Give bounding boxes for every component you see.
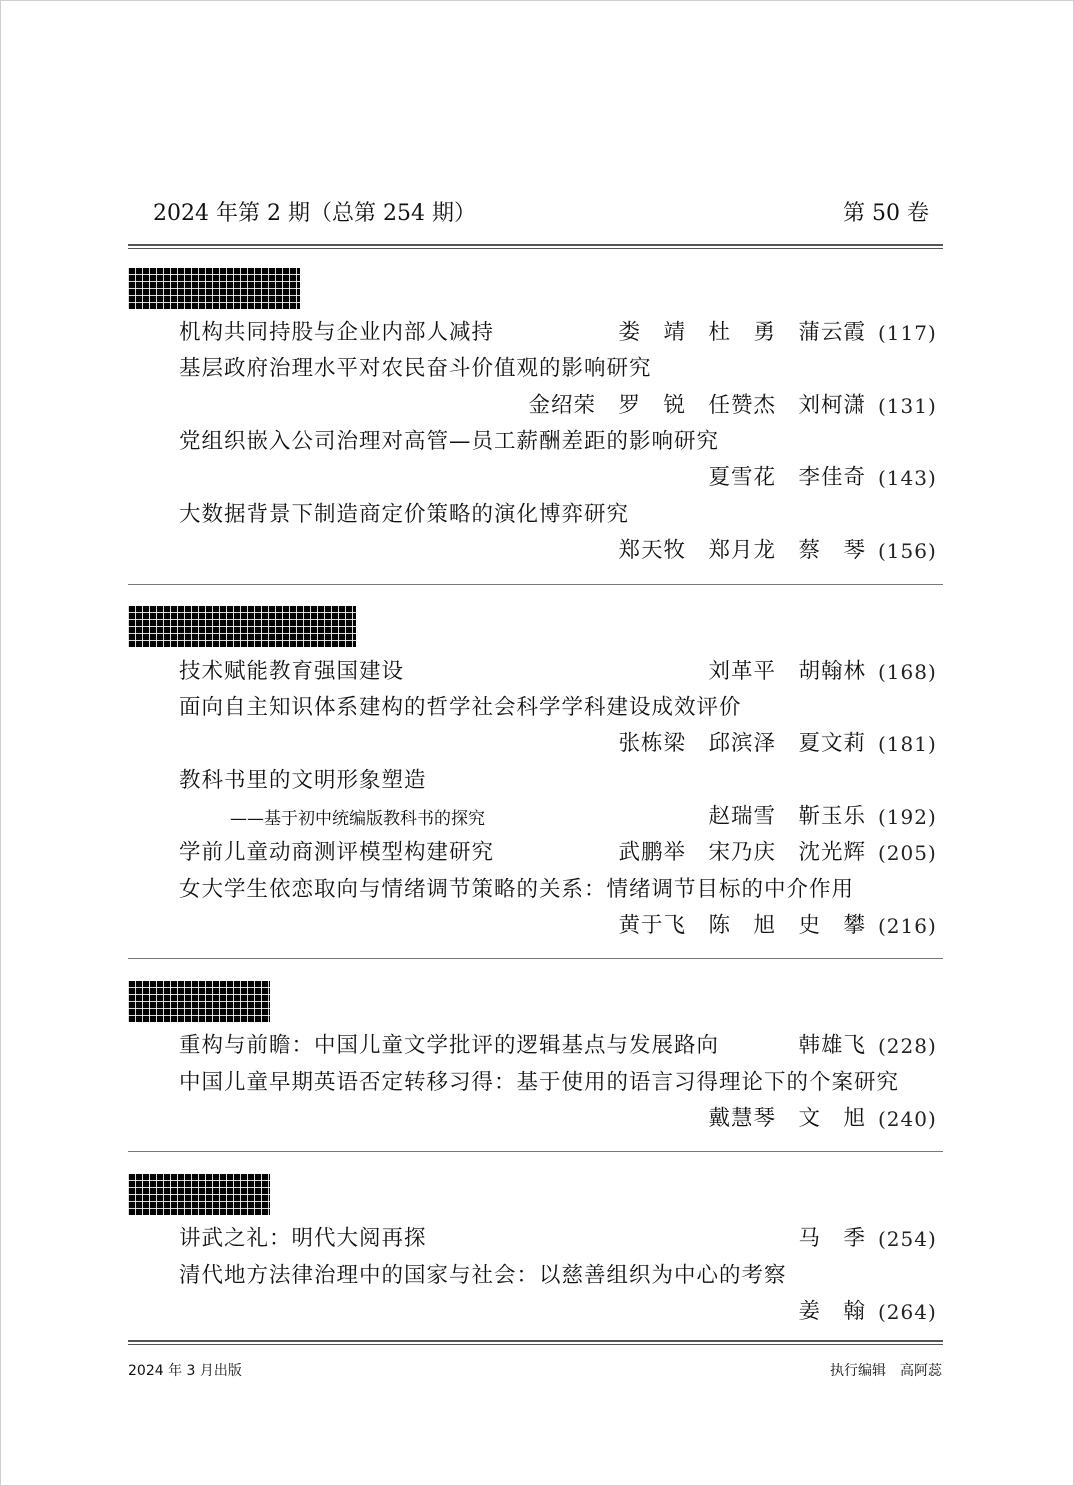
section-label-literature (128, 981, 270, 1022)
article-title: 技术赋能教育强国建设 (179, 659, 405, 684)
issue-header (153, 196, 929, 226)
article-authors: 张栋梁 邱滨泽 夏文莉 (618, 731, 866, 756)
section-divider (128, 958, 943, 959)
article-authors: 姜 翰 (798, 1299, 866, 1324)
article-authors: 夏雪花 李佳奇 (708, 465, 866, 490)
article-page: (156) (878, 539, 937, 563)
volume-number: 第 50 卷 (843, 200, 929, 226)
executive-editor: 执行编辑 高阿蕊 (830, 1363, 942, 1379)
issue-number: 2024 年第 2 期（总第 254 期） (153, 200, 476, 226)
article-page: (143) (878, 466, 937, 490)
article-authors: 娄 靖 杜 勇 蒲云霞 (618, 320, 866, 345)
article-title: 重构与前瞻：中国儿童文学批评的逻辑基点与发展路向 (179, 1033, 720, 1058)
article-subtitle: ——基于初中统编版教科书的探究 (230, 809, 485, 829)
section-divider (128, 1151, 943, 1152)
article-page: (168) (878, 660, 937, 684)
article-authors: 郑天牧 郑月龙 蔡 琴 (618, 538, 866, 563)
article-authors: 金绍荣 罗 锐 任赞杰 刘柯潇 (528, 393, 866, 418)
article-authors: 赵瑞雪 靳玉乐 (708, 804, 866, 829)
article-title: 教科书里的文明形象塑造 (179, 768, 427, 793)
article-authors: 武鹏举 宋乃庆 沈光辉 (618, 840, 866, 865)
article-authors: 刘革平 胡翰林 (708, 659, 866, 684)
article-title: 机构共同持股与企业内部人减持 (179, 320, 495, 345)
footer-rule (128, 1340, 943, 1345)
article-page: (181) (878, 732, 937, 756)
publication-date: 2024 年 3 月出版 (128, 1363, 242, 1379)
article-page: (264) (878, 1300, 937, 1324)
article-page: (240) (878, 1107, 937, 1131)
article-title: 清代地方法律治理中的国家与社会：以慈善组织为中心的考察 (179, 1263, 787, 1288)
article-title: 讲武之礼：明代大阅再探 (179, 1226, 427, 1251)
section-label-history (128, 1174, 270, 1215)
article-page: (216) (878, 914, 937, 938)
article-authors: 韩雄飞 (798, 1033, 866, 1058)
article-page: (131) (878, 394, 937, 418)
header-rule (128, 244, 943, 249)
article-title: 学前儿童动商测评模型构建研究 (179, 840, 495, 865)
article-page: (117) (878, 321, 937, 345)
article-title: 党组织嵌入公司治理对高管—员工薪酬差距的影响研究 (179, 429, 720, 454)
article-page: (205) (878, 841, 937, 865)
article-title: 基层政府治理水平对农民奋斗价值观的影响研究 (179, 356, 652, 381)
section-divider (128, 584, 943, 585)
article-title: 中国儿童早期英语否定转移习得：基于使用的语言习得理论下的个案研究 (179, 1070, 900, 1095)
article-title: 面向自主知识体系建构的哲学社会科学学科建设成效评价 (179, 695, 742, 720)
section-label-education (128, 606, 356, 647)
article-page: (228) (878, 1034, 937, 1058)
article-title: 大数据背景下制造商定价策略的演化博弈研究 (179, 502, 630, 527)
article-authors: 戴慧琴 文 旭 (708, 1106, 866, 1131)
section-label-economics (128, 268, 300, 309)
article-page: (254) (878, 1227, 937, 1251)
article-authors: 马 季 (798, 1226, 866, 1251)
article-page: (192) (878, 805, 937, 829)
article-authors: 黄于飞 陈 旭 史 攀 (618, 913, 866, 938)
article-title: 女大学生依恋取向与情绪调节策略的关系：情绪调节目标的中介作用 (179, 877, 855, 902)
